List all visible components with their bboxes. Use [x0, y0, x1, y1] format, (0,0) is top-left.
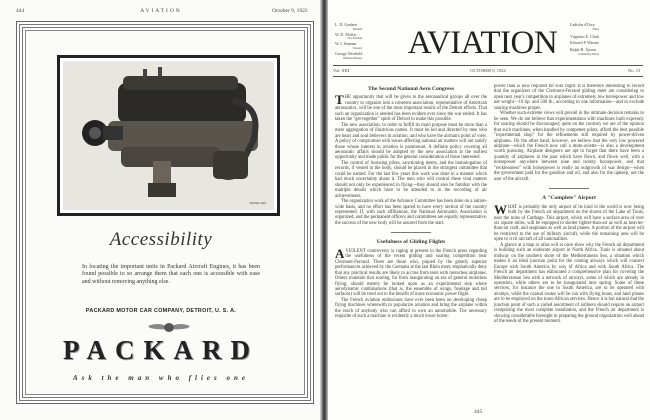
staff-entry: [570, 35, 599, 40]
page-number-right: 445: [474, 409, 483, 415]
winged-emblem-icon: [146, 321, 192, 333]
ad-headline: Accessibility: [109, 229, 213, 250]
article-title: The Second National Aero Congress: [368, 86, 454, 92]
masthead-title: AVIATION: [407, 25, 558, 61]
article-paragraph: A glance at a map or atlas will at once show why the French air department is building such an elaborate airport in North Africa. Tunis is situated about midway on the southern shore of the Mediterranean Sea, a situation which makes it an ideal junction point for the coming airways which will connect Europe with South America by way of Africa and with South Africa. The French air department has elaborated a comprehensive plan for covering the Mediterranean Sea with a network of airways, some of which are already in operation, while others are to be inaugurated next spring. Some of these services, for instance the one to South America, are to be operated with airships, while the coastal routes will be run with flying boats, and land planes are to be employed on the trans-African services. Hence it is but natural that the junction point of such a varied assortment of airliners should require an airport comprising the most complete installation, and the French air department is showing considerable foresight in preparing the ground organization well ahead of the needs of the present moment.: [494, 242, 644, 325]
drop-cap: A: [335, 245, 345, 261]
engine-photo: [57, 55, 280, 216]
article-paragraph: [335, 92, 487, 123]
masthead-staff-left: [335, 23, 362, 61]
paragraph-text: HE opportunity that will be given to the aeronautical groups all over the country to organize into a coherent association, representative of American aeronautics, will be one of the most important results of the Detroit efforts. That such an organization is needed has been evident ever since the war ended. It has taken the "get-together" spirit of Detroit to make this possible.: [335, 95, 487, 123]
page-number-left: 444: [16, 8, 25, 14]
photo-caption: MODEL 825: [249, 201, 266, 205]
column-2: [494, 84, 644, 409]
staff-role: President: [352, 27, 363, 31]
ad-body: In locating the important units in Packard Aircraft Engines, it has been found possible to so arrange them that each one is accessible with ease and without removing anything else.: [82, 264, 260, 285]
staff-role: Treasurer: [352, 46, 363, 50]
issue-number: No. 15: [628, 68, 641, 73]
drop-cap: W: [494, 201, 507, 217]
staff-role: Editor: [592, 27, 600, 31]
paragraph-text: HAT is probably the only airport of its kind in the world is now being built by the French air department on the shores of the Lake of Tunis, near the ruins of Carthage. This airport, which will have a surface area of over six square miles, will be equipped to shelter lighter-than-air as well as heavier-than-air craft, and seaplanes as well as land planes. A portion of the airport will be restricted to the use of military aircraft, while the remaining area will be open to civil aircraft of all nationalities.: [494, 204, 644, 243]
staff-name: Ladislas d'Orcy: [570, 22, 596, 27]
staff-name: Edward P. Warner: [570, 40, 599, 46]
article-paragraph: The French aviation enthusiasts have ever been keen on developing cheap flying machines wherewith to popularize aviation and bring the airplane within the reach of anybody who can afford to own an automobile. The necessary requisite of such a machine is evidently a much lower horse-: [335, 297, 487, 320]
staff-role: Contributing Editors: [577, 52, 600, 56]
section-divider: [391, 232, 431, 233]
article-paragraph: [335, 245, 487, 298]
article-paragraph: The organization work of the Advance Committee has been done on a nation-wide basis, and no effort has been spared to have every section of the country represented. If, with such affiliations, the National Aeronautic Association is organized, and the permanent officers and committees are equally representative, the success of the new body will be assured from the start.: [335, 199, 487, 226]
staff-entry: [335, 52, 362, 62]
ad-tagline: Ask the man who flies one: [72, 374, 250, 382]
article-title: A "Complete" Airport: [542, 195, 596, 202]
staff-name: W. I. Seaman: [335, 41, 357, 47]
running-title: AVIATION: [140, 8, 182, 14]
left-page: [0, 0, 322, 420]
ad-company: PACKARD MOTOR CAR COMPANY, DETROIT, U. S. A.: [85, 308, 237, 314]
section-divider: [549, 188, 589, 189]
staff-name: L. D. Gardner: [335, 22, 358, 27]
paragraph-text: VIOLENT controversy is raging at present in the French press regarding the usefulness of the recent gliding and soaring competition near Clermont-Ferrand. There are those who, piqued by the greatly superior performances achieved by the Germans at the last Rhön meet, emphatically deny that any practical results are likely to accrue from tests with motorless airplanes. Others maintain that soaring, far from inaugurating an era of general motorless flying, should merely be looked upon as an experimental step where aerodynamic combinations (that is, the ensemble of wings, fuselage and tail surfaces) will be tried out to the benefit of more economic power flight.: [335, 248, 487, 298]
issue-date: OCTOBER 9, 1922: [470, 68, 506, 73]
masthead-rule-top: [333, 65, 643, 66]
drop-cap: T: [335, 92, 344, 108]
article-title: Usefulness of Gliding Flights: [376, 239, 446, 246]
volume: Vol. XIII: [333, 68, 350, 73]
article-paragraph: power than is now required for solo flight. It is therefore interesting to record that the organizers of the Clermont-Ferrand gliding meet are considering to open next year's competition to airplanes of extremely low horsepower and low net weight—10 hp. and 500 lb., according to one information—and to exclude soaring machines proper.: [494, 84, 644, 111]
staff-role: Business Manager: [343, 56, 363, 60]
staff-name: George Newbold: [335, 50, 363, 56]
column-1: [335, 84, 487, 409]
article-paragraph: The new association, in order to fulfill its main purpose must be more than a mere aggregation of illustrious names. It must be led and directed by men who are heart and soul believers in aviation, and who have the airman's point of view. A policy of compromise with issues affecting national air matters will not satisfy those whose interest in aviation is paramount. A definite policy covering all aeronautic affairs should be adopted by the new association at the earliest opportunity and made public for the general consideration of those interested.: [335, 122, 487, 161]
staff-name: Ralph H. Upson: [570, 47, 596, 53]
staff-name: W. D. Moffat: [335, 31, 357, 37]
staff-entry: [570, 23, 599, 33]
ad-brand-logo: PACKARD: [63, 335, 259, 365]
article-paragraph: Whether such extreme views will prevail in the ultimate decision remains to be seen. We do not believe that experimentation with machines built expressly for soaring should be discouraged; quite on the contrary we are of the opinion that such machines, when handled by competent pilots, afford the best possible "experimental shop" for the refinements still required by power-driven airplanes. On the other hand, however, we believe that the very low powered airplane—which the French now call a moto-aviette—is also a development worth pursuing. Airplane designers are apt to forget that there have been a quantity of airplanes in the past which have flown, and flown well, with a horsepower anywhere between nine and twenty horsepower, and that "recklessness" with horsepower is really an outgrowth of war design—when the government paid for the gasoline and oil, and also for the upkeep, not the user of the aircraft.: [494, 111, 644, 182]
staff-role: Vice-President: [347, 37, 363, 41]
article-paragraph: [494, 201, 644, 243]
staff-name: Virginius E. Clark: [570, 33, 600, 39]
engine-illustration: [63, 61, 274, 210]
article-paragraph: The control of licensing pilots, sanctioning meets, and the homologation of records, if vested in the body, should be placed in the strongest committee that could be named. For the last few years this work was done in a manner which had much uncertainty about it. The men who will control these vital matters should not only be experienced in flying—they should also be familiar with the multiple details which have to be attended to in the recording of air achievements.: [335, 160, 487, 199]
staff-entry: [570, 48, 599, 58]
masthead-rule-bottom: [333, 76, 643, 77]
staff-entry: [570, 41, 599, 46]
running-date: October 9, 1922: [272, 8, 308, 14]
masthead-staff-right: [570, 23, 599, 58]
